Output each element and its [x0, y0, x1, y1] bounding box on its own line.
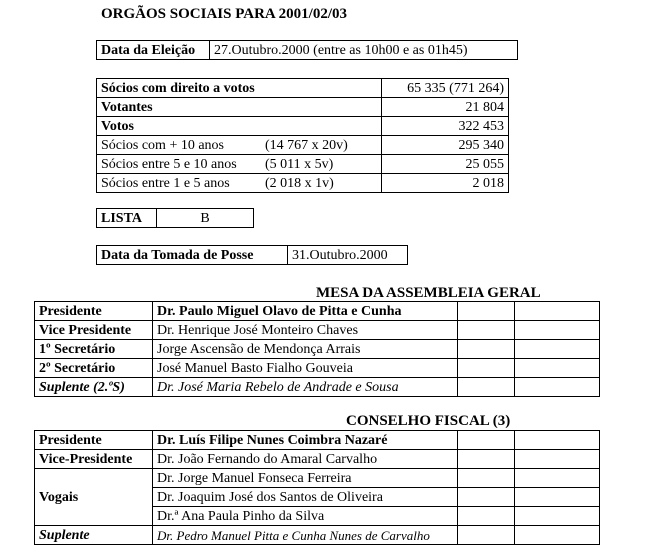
stats-detail: (5 011 x 5v) — [265, 156, 334, 172]
conselho-row-vogal — [35, 469, 600, 488]
conselho-extra-cell — [515, 431, 600, 450]
stats-label: Votos — [101, 118, 134, 134]
stats-label-cell — [97, 79, 382, 98]
mesa-extra-cell — [458, 302, 515, 321]
page-title: ORGÃOS SOCIAIS PARA 2001/02/03 — [101, 6, 348, 22]
stats-label-cell — [97, 174, 382, 193]
conselho-row-presidente — [35, 431, 600, 450]
mesa-row — [35, 378, 600, 397]
stats-detail: (14 767 x 20v) — [265, 137, 348, 153]
stats-label: Sócios entre 5 e 10 anos — [101, 156, 237, 172]
conselho-extra-cell — [458, 526, 515, 545]
conselho-row-vice — [35, 450, 600, 469]
posse-value: 31.Outubro.2000 — [288, 246, 408, 265]
conselho-extra-cell — [515, 526, 600, 545]
stats-label-cell — [97, 98, 382, 117]
conselho-name: Dr. Jorge Manuel Fonseca Ferreira — [153, 469, 458, 488]
conselho-extra-cell — [515, 469, 600, 488]
stats-value: 65 335 (771 264) — [382, 79, 509, 98]
mesa-role: Suplente (2.ºS) — [35, 378, 153, 397]
conselho-role: Suplente — [35, 526, 153, 545]
stats-label: Votantes — [101, 99, 153, 115]
stats-label: Sócios com + 10 anos — [101, 137, 224, 153]
mesa-role: 2º Secretário — [35, 359, 153, 378]
mesa-name: Dr. Paulo Miguel Olavo de Pitta e Cunha — [153, 302, 458, 321]
mesa-row — [35, 359, 600, 378]
conselho-heading: CONSELHO FISCAL (3) — [346, 413, 511, 429]
mesa-extra-cell — [458, 340, 515, 359]
stats-value: 322 453 — [382, 117, 509, 136]
mesa-name: Jorge Ascensão de Mendonça Arrais — [153, 340, 458, 359]
conselho-name: Dr. Joaquim José dos Santos de Oliveira — [153, 488, 458, 507]
mesa-name: José Manuel Basto Fialho Gouveia — [153, 359, 458, 378]
mesa-role: Presidente — [35, 302, 153, 321]
conselho-name: Dr. Pedro Manuel Pitta e Cunha Nunes de Carvalho — [153, 526, 458, 545]
mesa-extra-cell — [515, 340, 600, 359]
mesa-extra-cell — [458, 321, 515, 340]
lista-table — [96, 208, 254, 228]
lista-value: B — [157, 209, 254, 228]
stats-row — [97, 174, 509, 193]
stats-row — [97, 117, 509, 136]
stats-label-cell — [97, 155, 382, 174]
lista-label: LISTA — [97, 209, 157, 228]
election-label: Data da Eleição — [97, 41, 210, 60]
conselho-extra-cell — [515, 488, 600, 507]
election-table — [96, 40, 518, 60]
stats-value: 25 055 — [382, 155, 509, 174]
conselho-extra-cell — [458, 469, 515, 488]
mesa-extra-cell — [458, 378, 515, 397]
mesa-extra-cell — [458, 359, 515, 378]
mesa-extra-cell — [515, 378, 600, 397]
stats-value: 21 804 — [382, 98, 509, 117]
stats-value: 295 340 — [382, 136, 509, 155]
stats-row — [97, 79, 509, 98]
conselho-extra-cell — [458, 488, 515, 507]
stats-value: 2 018 — [382, 174, 509, 193]
conselho-extra-cell — [458, 431, 515, 450]
conselho-row-suplente — [35, 526, 600, 545]
stats-table — [96, 78, 509, 193]
stats-label: Sócios entre 1 e 5 anos — [101, 175, 230, 191]
mesa-heading: MESA DA ASSEMBLEIA GERAL — [316, 285, 541, 301]
stats-label-cell — [97, 136, 382, 155]
conselho-extra-cell — [515, 507, 600, 526]
stats-label: Sócios com direito a votos — [101, 80, 255, 96]
mesa-extra-cell — [515, 359, 600, 378]
posse-label: Data da Tomada de Posse — [97, 246, 288, 265]
conselho-name: Dr.ª Ana Paula Pinho da Silva — [153, 507, 458, 526]
conselho-extra-cell — [458, 450, 515, 469]
mesa-table — [34, 301, 600, 397]
conselho-extra-cell — [515, 450, 600, 469]
mesa-name: Dr. Henrique José Monteiro Chaves — [153, 321, 458, 340]
mesa-row — [35, 321, 600, 340]
mesa-row — [35, 302, 600, 321]
mesa-role: Vice Presidente — [35, 321, 153, 340]
mesa-name: Dr. José Maria Rebelo de Andrade e Sousa — [153, 378, 458, 397]
stats-label-cell — [97, 117, 382, 136]
conselho-role-vogais: Vogais — [35, 469, 153, 526]
stats-detail: (2 018 x 1v) — [265, 175, 334, 191]
mesa-role: 1º Secretário — [35, 340, 153, 359]
conselho-role: Presidente — [35, 431, 153, 450]
conselho-role: Vice-Presidente — [35, 450, 153, 469]
mesa-extra-cell — [515, 302, 600, 321]
conselho-name: Dr. João Fernando do Amaral Carvalho — [153, 450, 458, 469]
conselho-name: Dr. Luís Filipe Nunes Coimbra Nazaré — [153, 431, 458, 450]
stats-row — [97, 155, 509, 174]
stats-row — [97, 136, 509, 155]
mesa-extra-cell — [515, 321, 600, 340]
stats-row — [97, 98, 509, 117]
election-value: 27.Outubro.2000 (entre as 10h00 e as 01h45) — [210, 41, 518, 60]
conselho-extra-cell — [458, 507, 515, 526]
posse-table — [96, 245, 408, 265]
conselho-table — [34, 430, 600, 545]
mesa-row — [35, 340, 600, 359]
